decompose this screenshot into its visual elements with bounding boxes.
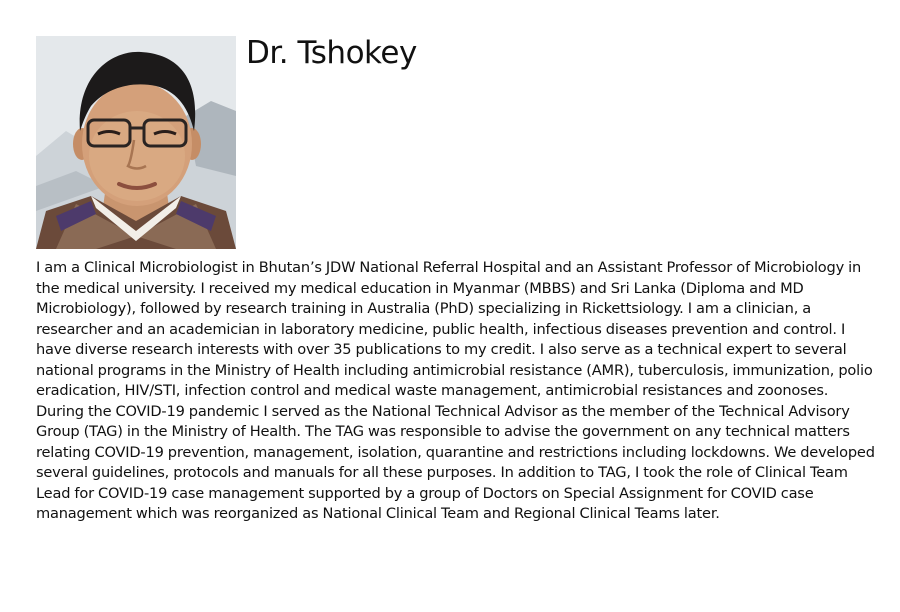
profile-photo bbox=[36, 36, 236, 249]
person-name: Dr. Tshokey bbox=[246, 35, 417, 71]
biography-text: I am a Clinical Microbiologist in Bhutan’s JDW National Referral Hospital and an Assistant Professor of Microbiology in the medical university. I received my medical education in Myanmar (MBBS) and Sri Lanka (Diploma and MD Microbiology), followed by research training in Australia (PhD) specializing in Rickettsiology. I am a clinician, a researcher and an academician in laboratory medicine, public health, infectious diseases prevention and control. I have diverse research interests with over 35 publications to my credit. I also serve as a technical expert to several national programs in the Ministry of Health including antimicrobial resistance (AMR), tuberculosis, immunization, polio eradication, HIV/STI, infection control and medical waste management, antimicrobial resistances and zoonoses. During the COVID-19 pandemic I served as the National Technical Advisor as the member of the Technical Advisory Group (TAG) in the Ministry of Health. The TAG was responsible to advise the government on any technical matters relating COVID-19 prevention, management, isolation, quarantine and restrictions including lockdowns. We developed several guidelines, protocols and manuals for all these purposes. In addition to TAG, I took the role of Clinical Team Lead for COVID-19 case management supported by a group of Doctors on Special Assignment for COVID case management which was reorganized as National Clinical Team and Regional Clinical Teams later. bbox=[36, 259, 875, 522]
portrait-illustration bbox=[36, 36, 236, 249]
